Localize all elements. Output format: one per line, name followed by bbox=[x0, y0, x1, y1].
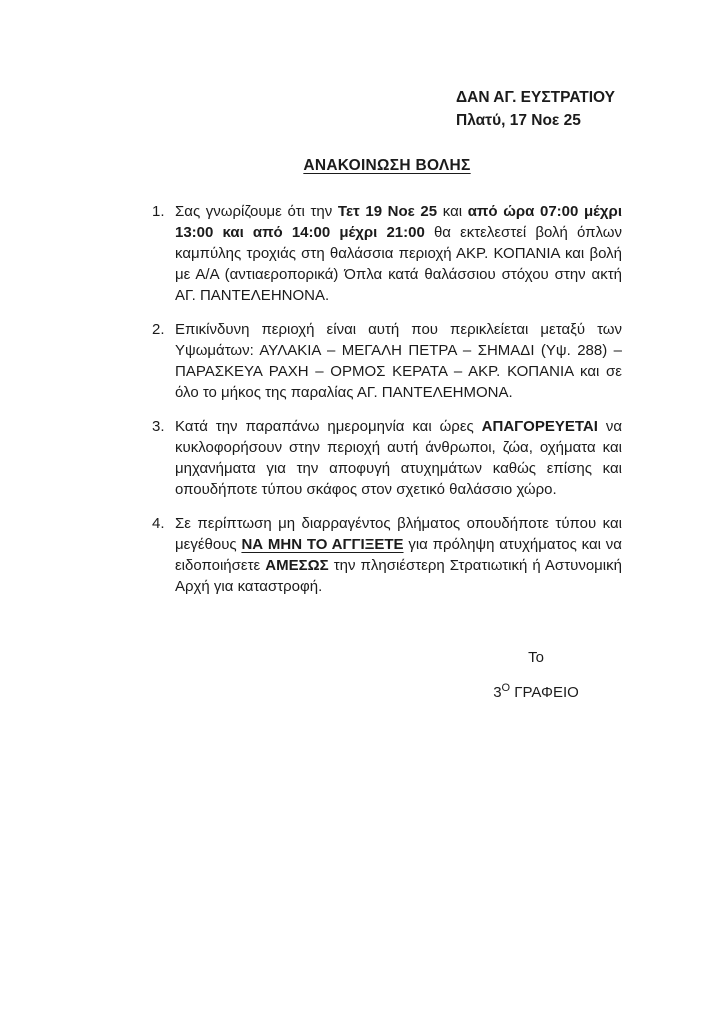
text-segment-normal: και bbox=[437, 203, 468, 220]
list-item bbox=[152, 513, 622, 597]
signature-office bbox=[450, 679, 622, 702]
text-segment-normal: Κατά την παραπάνω ημερομηνία και ώρες bbox=[175, 418, 482, 435]
text-segment-normal: την πλησιέστερη Στρατιωτική ή Αστυνομική Αρχή για καταστροφή. bbox=[175, 557, 622, 595]
list-item-number: 3. bbox=[152, 418, 165, 435]
list-item-text bbox=[175, 319, 622, 403]
list-item-number: 1. bbox=[152, 203, 165, 220]
text-segment-normal: για πρόληψη ατυχήματος και να ειδοποιήσετε bbox=[175, 536, 622, 574]
office-number: 3 bbox=[493, 684, 502, 701]
paragraph-list bbox=[152, 201, 622, 610]
list-item-text bbox=[175, 416, 622, 500]
text-segment-normal: Σε περίπτωση μη διαρραγέντος βλήματος οπουδήποτε τύπου και μεγέθους bbox=[175, 515, 622, 553]
document-title: ΑΝΑΚΟΙΝΩΣΗ ΒΟΛΗΣ bbox=[303, 157, 471, 174]
place-and-date: Πλατύ, 17 Νοε 25 bbox=[456, 112, 581, 129]
list-item bbox=[152, 201, 622, 306]
text-segment-bold: Τετ 19 Νοε 25 bbox=[337, 203, 438, 220]
list-item-number: 2. bbox=[152, 321, 165, 338]
list-item-number: 4. bbox=[152, 515, 165, 532]
list-item-text bbox=[175, 201, 622, 306]
text-segment-normal: θα εκτελεστεί βολή όπλων καμπύλης τροχιάς στη θαλάσσια περιοχή ΑΚΡ. ΚΟΠΑΝΙΑ και βολή με Α/Α (αντιαεροπορικά) Όπλα κατά θαλάσσιου στόχου στην ακτή ΑΓ. ΠΑΝΤΕΛΕΗΝΟΝΑ. bbox=[175, 224, 622, 304]
list-item-text bbox=[175, 513, 622, 597]
list-item bbox=[152, 319, 622, 403]
signature-article: Το bbox=[528, 649, 544, 666]
text-segment-bold-underline: ΝΑ ΜΗΝ ΤΟ ΑΓΓΙΞΕΤΕ bbox=[241, 536, 404, 553]
text-segment-normal: Σας γνωρίζουμε ότι την bbox=[175, 203, 338, 220]
office-ordinal-suffix: Ο bbox=[501, 682, 511, 694]
issuing-unit: ΔΑΝ ΑΓ. ΕΥΣΤΡΑΤΙΟΥ bbox=[456, 89, 615, 106]
office-label: ΓΡΑΦΕΙΟ bbox=[510, 684, 579, 701]
text-segment-normal: να κυκλοφορήσουν στην περιοχή αυτή άνθρωποι, ζώα, οχήματα και μηχανήματα για την αποφυγή ατυχημάτων καθώς επίσης και οπουδήποτε τύπου σκάφος στον σχετικό θαλάσσιο χώρο. bbox=[175, 418, 623, 498]
text-segment-bold: ΑΜΕΣΩΣ bbox=[265, 557, 329, 574]
document-header bbox=[456, 86, 615, 132]
text-segment-bold: από ώρα 07:00 μέχρι 13:00 και από 14:00 μέχρι 21:00 bbox=[175, 203, 623, 241]
text-segment-normal: Επικίνδυνη περιοχή είναι αυτή που περικλείεται μεταξύ των Υψωμάτων: ΑΥΛΑΚΙΑ – ΜΕΓΑΛΗ ΠΕΤΡΑ – ΣΗΜΑΔΙ (Υψ. 288) – ΠΑΡΑΣΚΕΥΑ ΡΑΧΗ – ΟΡΜΟΣ ΚΕΡΑΤΑ – ΑΚΡ. ΚΟΠΑΝΙΑ και σε όλο το μήκος της παραλίας ΑΓ. ΠΑΝΤΕΛΕΗΜΟΝΑ. bbox=[175, 321, 622, 401]
text-segment-bold: ΑΠΑΓΟΡΕΥΕΤΑΙ bbox=[481, 418, 598, 435]
list-item bbox=[152, 416, 622, 500]
signature-block bbox=[450, 649, 622, 702]
